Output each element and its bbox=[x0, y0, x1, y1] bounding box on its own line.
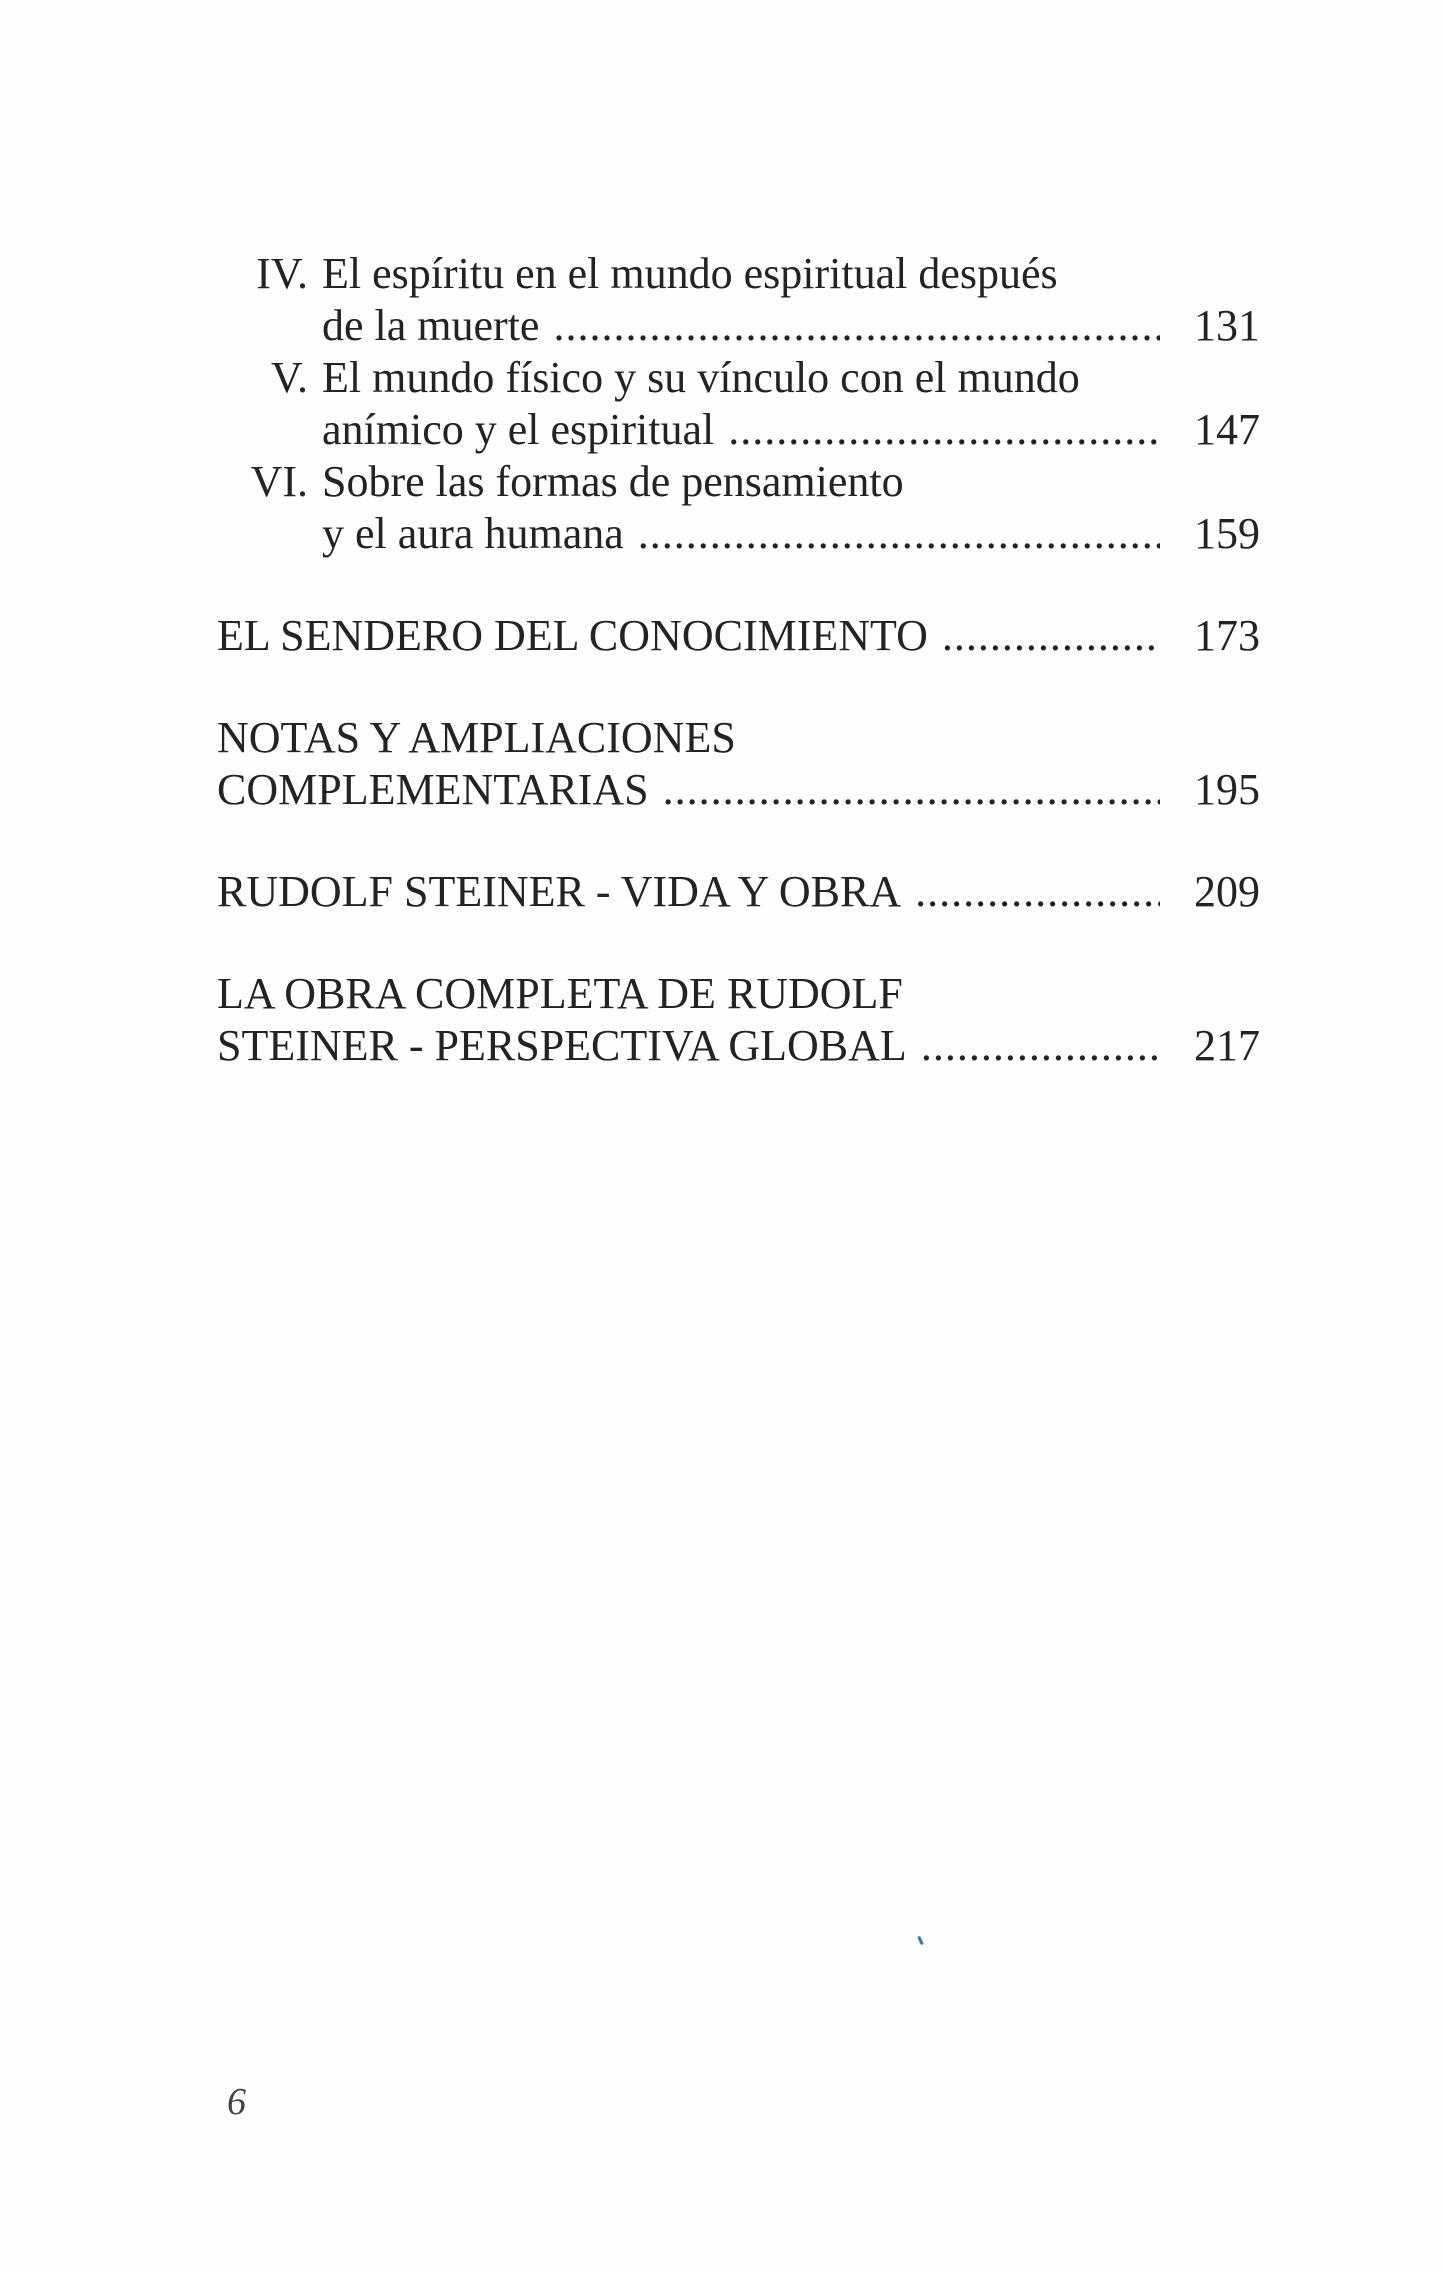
toc-entry-v bbox=[217, 352, 1260, 456]
page-number: 209 bbox=[1194, 867, 1260, 916]
toc-entry-vi bbox=[217, 456, 1260, 560]
page-number: 131 bbox=[1194, 301, 1260, 350]
section-title-continued: COMPLEMENTARIAS bbox=[217, 765, 649, 814]
page-number: 147 bbox=[1194, 405, 1260, 454]
toc-entry-notas bbox=[217, 712, 1260, 816]
ink-speck bbox=[917, 1936, 924, 1945]
page-number: 195 bbox=[1194, 765, 1260, 814]
folio-page-number: 6 bbox=[227, 2081, 246, 2123]
chapter-number: VI. bbox=[250, 457, 308, 506]
section-title: LA OBRA COMPLETA DE RUDOLF bbox=[217, 969, 903, 1018]
chapter-title: El espíritu en el mundo espiritual después bbox=[322, 249, 1058, 298]
section-title: NOTAS Y AMPLIACIONES bbox=[217, 713, 736, 762]
page-number: 159 bbox=[1194, 509, 1260, 558]
table-of-contents bbox=[217, 248, 1260, 1072]
dot-leader bbox=[921, 1020, 1160, 1072]
chapter-title: Sobre las formas de pensamiento bbox=[322, 457, 904, 506]
section-title-continued: STEINER - PERSPECTIVA GLOBAL bbox=[217, 1021, 907, 1070]
dot-leader bbox=[915, 866, 1160, 918]
chapter-number: IV. bbox=[256, 249, 308, 298]
chapter-title-continued: de la muerte bbox=[322, 301, 540, 350]
section-title: RUDOLF STEINER - VIDA Y OBRA bbox=[217, 867, 902, 916]
dot-leader bbox=[663, 764, 1160, 816]
page-number: 173 bbox=[1194, 611, 1260, 660]
chapter-title-continued: anímico y el espiritual bbox=[322, 405, 715, 454]
toc-entry-vida-obra bbox=[217, 866, 1260, 918]
dot-leader bbox=[942, 610, 1160, 662]
chapter-title: El mundo físico y su vínculo con el mundo bbox=[322, 353, 1080, 402]
toc-entry-sendero bbox=[217, 610, 1260, 662]
page-number: 217 bbox=[1194, 1021, 1260, 1070]
dot-leader bbox=[638, 508, 1160, 560]
section-title: EL SENDERO DEL CONOCIMIENTO bbox=[217, 611, 928, 660]
chapter-title-continued: y el aura humana bbox=[322, 509, 624, 558]
toc-entry-iv bbox=[217, 248, 1260, 352]
toc-entry-obra-completa bbox=[217, 968, 1260, 1072]
chapter-number: V. bbox=[270, 353, 308, 402]
dot-leader bbox=[553, 300, 1160, 352]
dot-leader bbox=[728, 404, 1160, 456]
